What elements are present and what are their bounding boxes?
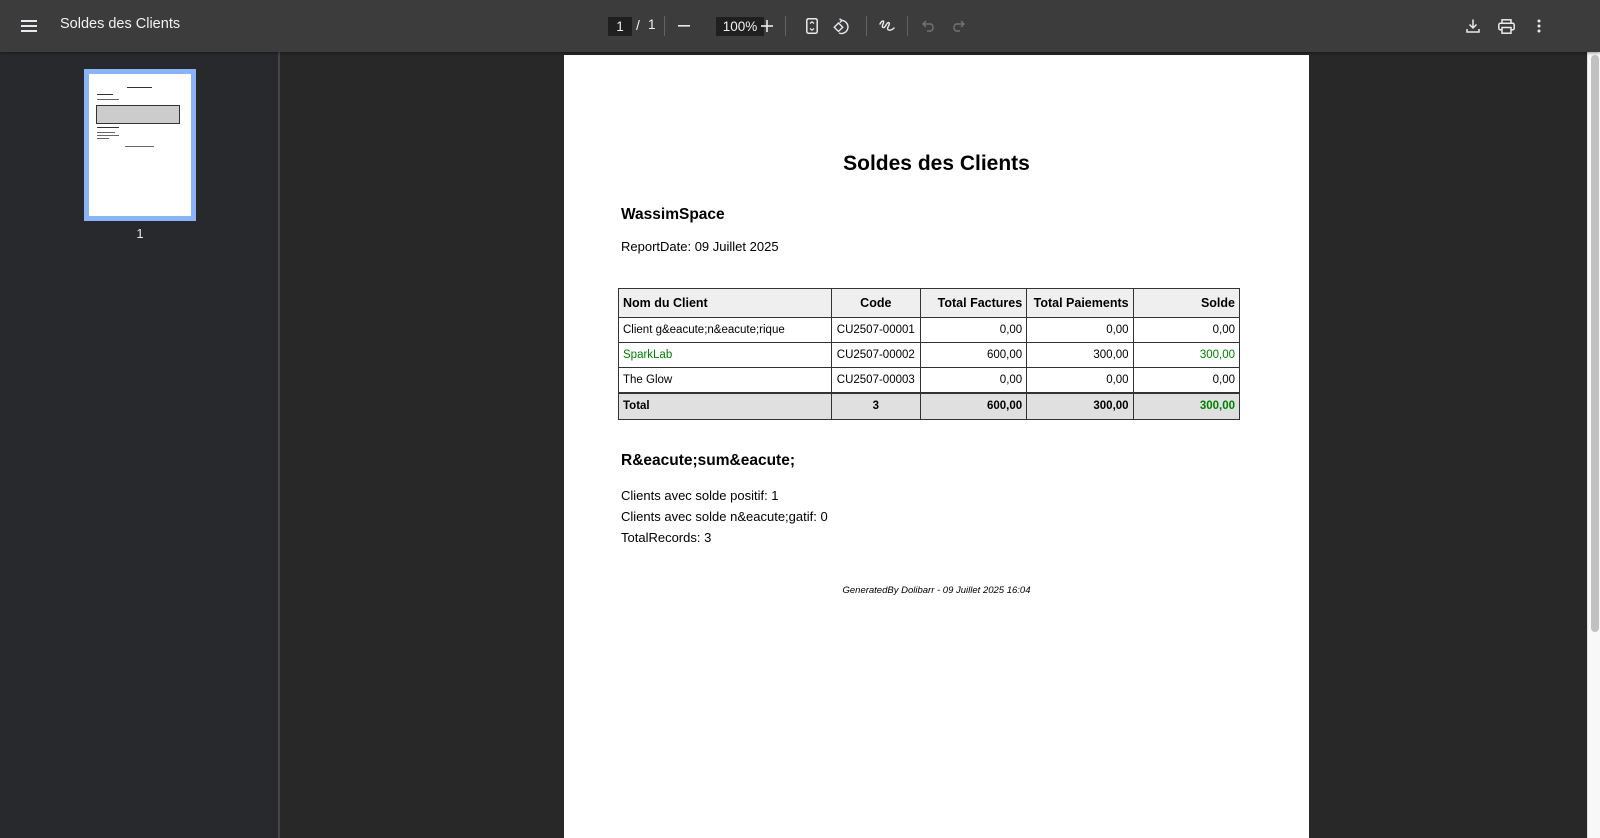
menu-button[interactable] xyxy=(14,11,44,41)
page-number-input[interactable] xyxy=(608,17,632,36)
total-invoices-sum: 600,00 xyxy=(920,393,1026,420)
summary-heading: R&eacute;sum&eacute; xyxy=(621,452,795,469)
client-code: CU2507-00003 xyxy=(831,368,920,393)
thumbnail-preview xyxy=(89,74,191,216)
summary-negative: Clients avec solde n&eacute;gatif: 0 xyxy=(621,509,828,524)
undo-icon xyxy=(922,20,936,32)
total-payments: 0,00 xyxy=(1027,368,1133,393)
plus-icon xyxy=(761,20,773,32)
download-icon xyxy=(1466,19,1480,33)
report-date: ReportDate: 09 Juillet 2025 xyxy=(621,239,779,254)
vertical-scrollbar[interactable] xyxy=(1587,52,1600,838)
redo-button[interactable] xyxy=(943,11,973,41)
balances-table xyxy=(618,288,1240,420)
page-total: 1 xyxy=(648,17,656,32)
header-balance: Solde xyxy=(1133,289,1239,318)
summary-total-records: TotalRecords: 3 xyxy=(621,530,712,545)
draw-icon xyxy=(879,19,895,33)
balance: 0,00 xyxy=(1133,368,1239,393)
client-name: SparkLab xyxy=(619,343,832,368)
pdf-viewer xyxy=(282,52,1587,838)
table-row xyxy=(619,318,1240,343)
table-row xyxy=(619,343,1240,368)
toolbar-divider xyxy=(785,16,786,36)
undo-button[interactable] xyxy=(914,11,944,41)
rotate-button[interactable] xyxy=(826,11,856,41)
client-name: Client g&eacute;n&eacute;rique xyxy=(619,318,832,343)
header-code: Code xyxy=(831,289,920,318)
annotate-button[interactable] xyxy=(872,11,902,41)
total-invoices: 0,00 xyxy=(920,368,1026,393)
zoom-out-button[interactable] xyxy=(669,11,699,41)
toolbar-divider xyxy=(907,16,908,36)
more-vert-icon xyxy=(1537,19,1541,33)
total-count: 3 xyxy=(831,393,920,420)
print-icon xyxy=(1498,19,1515,34)
scrollbar-thumb[interactable] xyxy=(1591,55,1599,632)
menu-icon xyxy=(21,20,37,32)
table-header-row xyxy=(619,289,1240,318)
total-payments-sum: 300,00 xyxy=(1027,393,1133,420)
page-thumbnail-1[interactable] xyxy=(84,69,196,221)
total-label: Total xyxy=(619,393,832,420)
total-payments: 0,00 xyxy=(1027,318,1133,343)
fit-page-icon xyxy=(806,18,818,34)
header-total-invoices: Total Factures xyxy=(920,289,1026,318)
generated-by-footer: GeneratedBy Dolibarr - 09 Juillet 2025 16:04 xyxy=(842,585,1031,596)
pdf-page-1 xyxy=(564,55,1309,838)
toolbar-divider xyxy=(866,16,867,36)
balance: 300,00 xyxy=(1133,343,1239,368)
table-total-row xyxy=(619,393,1240,420)
client-code: CU2507-00001 xyxy=(831,318,920,343)
report-title: Soldes des Clients xyxy=(843,152,1030,175)
pdf-toolbar xyxy=(0,0,1600,52)
total-balance-sum: 300,00 xyxy=(1133,393,1239,420)
total-invoices: 600,00 xyxy=(920,343,1026,368)
thumbnail-page-label: 1 xyxy=(136,226,144,241)
total-payments: 300,00 xyxy=(1027,343,1133,368)
rotate-icon xyxy=(833,18,850,35)
header-client-name: Nom du Client xyxy=(619,289,832,318)
balance: 0,00 xyxy=(1133,318,1239,343)
header-total-payments: Total Paiements xyxy=(1027,289,1133,318)
print-button[interactable] xyxy=(1491,11,1521,41)
client-name: The Glow xyxy=(619,368,832,393)
toolbar-divider xyxy=(664,16,665,36)
thumbnail-sidebar xyxy=(0,52,280,838)
summary-positive: Clients avec solde positif: 1 xyxy=(621,488,779,503)
company-name: WassimSpace xyxy=(621,206,725,223)
total-invoices: 0,00 xyxy=(920,318,1026,343)
page-separator: / xyxy=(636,17,640,33)
download-button[interactable] xyxy=(1458,11,1488,41)
more-options-button[interactable] xyxy=(1524,11,1554,41)
client-code: CU2507-00002 xyxy=(831,343,920,368)
table-row xyxy=(619,368,1240,393)
fit-page-button[interactable] xyxy=(797,11,827,41)
zoom-in-button[interactable] xyxy=(752,11,782,41)
minus-icon xyxy=(678,25,690,27)
redo-icon xyxy=(951,20,965,32)
document-title: Soldes des Clients xyxy=(60,16,181,32)
